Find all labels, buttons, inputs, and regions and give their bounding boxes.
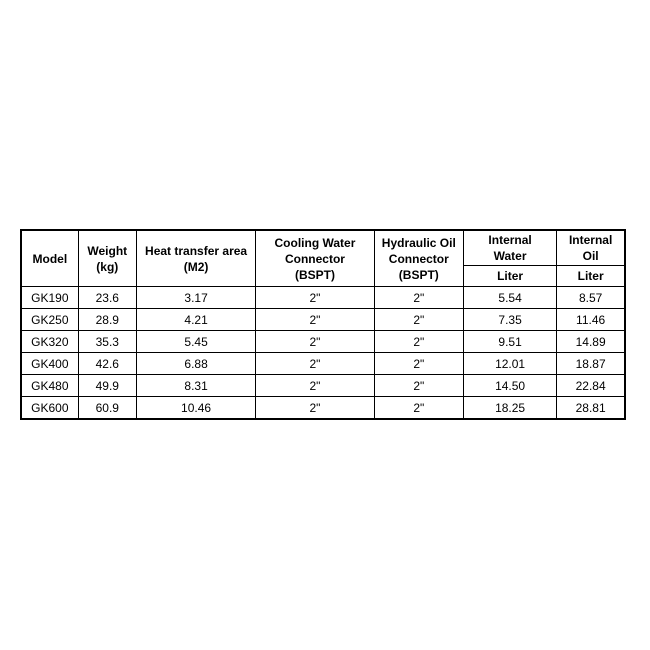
cell-hydraulic: 2" bbox=[374, 397, 463, 420]
cell-area: 3.17 bbox=[136, 287, 255, 309]
cell-cooling: 2" bbox=[256, 309, 374, 331]
cell-water: 9.51 bbox=[463, 331, 556, 353]
cell-model: GK480 bbox=[21, 375, 78, 397]
cell-hydraulic: 2" bbox=[374, 309, 463, 331]
cell-weight: 23.6 bbox=[78, 287, 136, 309]
cell-weight: 35.3 bbox=[78, 331, 136, 353]
table-row bbox=[21, 353, 625, 375]
cell-model: GK600 bbox=[21, 397, 78, 420]
header-internal-water: Internal Water bbox=[463, 230, 556, 266]
table-row bbox=[21, 331, 625, 353]
cell-hydraulic: 2" bbox=[374, 331, 463, 353]
cell-hydraulic: 2" bbox=[374, 375, 463, 397]
cell-model: GK190 bbox=[21, 287, 78, 309]
cell-water: 14.50 bbox=[463, 375, 556, 397]
cell-water: 12.01 bbox=[463, 353, 556, 375]
table-row bbox=[21, 375, 625, 397]
cell-model: GK250 bbox=[21, 309, 78, 331]
cell-area: 8.31 bbox=[136, 375, 255, 397]
cell-water: 18.25 bbox=[463, 397, 556, 420]
cell-oil: 14.89 bbox=[557, 331, 625, 353]
header-cooling-water-connector: Cooling Water Connector (BSPT) bbox=[256, 230, 374, 287]
cell-cooling: 2" bbox=[256, 375, 374, 397]
cell-oil: 18.87 bbox=[557, 353, 625, 375]
cell-cooling: 2" bbox=[256, 397, 374, 420]
cell-water: 5.54 bbox=[463, 287, 556, 309]
table-row bbox=[21, 309, 625, 331]
cell-oil: 22.84 bbox=[557, 375, 625, 397]
cell-area: 6.88 bbox=[136, 353, 255, 375]
cell-cooling: 2" bbox=[256, 331, 374, 353]
header-internal-water-unit: Liter bbox=[463, 266, 556, 287]
cell-water: 7.35 bbox=[463, 309, 556, 331]
cell-weight: 42.6 bbox=[78, 353, 136, 375]
cell-weight: 60.9 bbox=[78, 397, 136, 420]
cell-model: GK320 bbox=[21, 331, 78, 353]
cell-cooling: 2" bbox=[256, 287, 374, 309]
table-row bbox=[21, 287, 625, 309]
cell-area: 4.21 bbox=[136, 309, 255, 331]
table-row bbox=[21, 397, 625, 420]
cell-area: 5.45 bbox=[136, 331, 255, 353]
cell-cooling: 2" bbox=[256, 353, 374, 375]
header-heat-transfer-area: Heat transfer area (M2) bbox=[136, 230, 255, 287]
cell-weight: 28.9 bbox=[78, 309, 136, 331]
header-hydraulic-oil-connector: Hydraulic Oil Connector (BSPT) bbox=[374, 230, 463, 287]
spec-table bbox=[20, 229, 626, 420]
cell-weight: 49.9 bbox=[78, 375, 136, 397]
cell-hydraulic: 2" bbox=[374, 287, 463, 309]
cell-hydraulic: 2" bbox=[374, 353, 463, 375]
header-weight: Weight (kg) bbox=[78, 230, 136, 287]
cell-oil: 8.57 bbox=[557, 287, 625, 309]
cell-model: GK400 bbox=[21, 353, 78, 375]
cell-oil: 11.46 bbox=[557, 309, 625, 331]
cell-area: 10.46 bbox=[136, 397, 255, 420]
cell-oil: 28.81 bbox=[557, 397, 625, 420]
header-internal-oil-unit: Liter bbox=[557, 266, 625, 287]
header-model: Model bbox=[21, 230, 78, 287]
header-internal-oil: Internal Oil bbox=[557, 230, 625, 266]
